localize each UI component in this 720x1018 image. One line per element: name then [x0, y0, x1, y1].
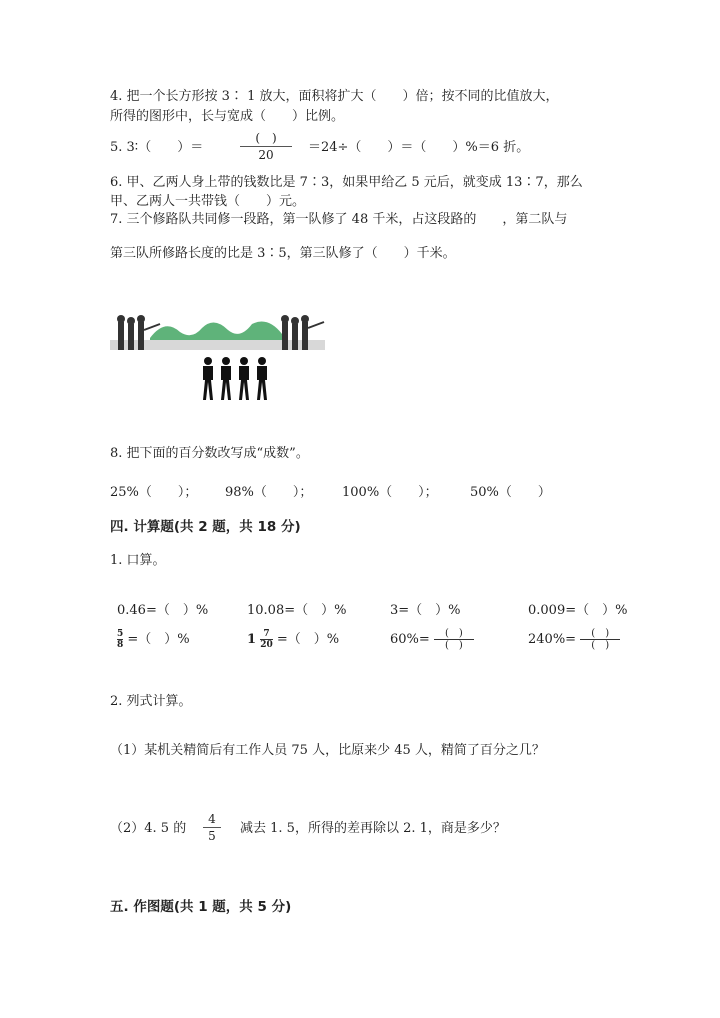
q7-line1: 7. 三个修路队共同修一段路，第一队修了 48 千米，占这段路的 ，第二队与 — [110, 212, 568, 227]
q4-line1: 4. 把一个长方形按 3∶ 1 放大，面积将扩大（ ）倍；按不同的比值放大， — [110, 89, 559, 104]
oral-calc-r2-3-prefix: 60%= — [390, 632, 430, 647]
frac-5-8 — [117, 629, 123, 650]
oral-calc-r2-1-suffix: =（ ）% — [127, 632, 190, 647]
problem-2-fraction — [203, 812, 221, 843]
frac-bar — [203, 827, 221, 828]
oral-calc-r2-4 — [528, 628, 620, 651]
frac-denominator: 20 — [260, 640, 273, 650]
frac-numerator: ( ) — [591, 628, 610, 639]
problem-1: （1）某机关精简后有工作人员 75 人，比原来少 45 人，精简了百分之几？ — [110, 743, 545, 758]
oral-calc-r2-2-suffix: =（ ）% — [276, 632, 340, 647]
oral-calc-r2-1 — [117, 628, 190, 650]
q6-line1: 6. 甲、乙两人身上带的钱数比是 7∶3，如果甲给乙 5 元后，就变成 13∶7，那么 — [110, 175, 583, 190]
frac-numerator: 7 — [263, 629, 270, 639]
q4-line2: 所得的图形中，长与宽成（ ）比例。 — [110, 109, 345, 124]
frac-denominator: ( ) — [445, 640, 463, 651]
frac-numerator: ( ) — [445, 628, 463, 639]
blank-fraction — [434, 628, 474, 651]
section4-sub2: 2. 列式计算。 — [110, 694, 192, 709]
problem-2-suffix: 减去 1. 5，所得的差再除以 2. 1，商是多少？ — [240, 821, 506, 836]
q8-item-4: 50%（ ） — [470, 485, 551, 500]
oral-calc-r2-2 — [247, 628, 339, 650]
frac-7-20 — [260, 629, 273, 650]
q6-line2: 甲、乙两人一共带钱（ ）元。 — [110, 194, 306, 209]
road-workers-illustration — [110, 310, 325, 410]
q8-item-1: 25%（ ）； — [110, 485, 198, 500]
problem-2-prefix: （2）4. 5 的 — [110, 821, 187, 836]
frac-denominator: 8 — [117, 640, 124, 650]
four-workers-icon — [203, 357, 267, 400]
oral-calc-r1-4: 0.009=（ ）% — [528, 603, 628, 618]
frac-denominator: 5 — [208, 829, 216, 843]
q5-suffix: ＝24÷（ ）＝（ ）%＝6 折。 — [308, 140, 530, 155]
oral-calc-r1-2: 10.08=（ ）% — [247, 603, 347, 618]
q8-item-3: 100%（ ）； — [342, 485, 438, 500]
q5-frac-numerator: ( ) — [255, 131, 277, 145]
q7-line2: 第三队所修路长度的比是 3∶5，第三队修了（ ）千米。 — [110, 246, 456, 261]
q8-item-2: 98%（ ）； — [225, 485, 313, 500]
mixed-whole: 1 — [247, 632, 257, 647]
frac-numerator: 5 — [117, 629, 124, 639]
frac-numerator: 4 — [208, 812, 216, 826]
q8-text: 8. 把下面的百分数改写成“成数”。 — [110, 446, 309, 461]
oral-calc-r1-3: 3=（ ）% — [390, 603, 461, 618]
q5-frac-bar — [240, 146, 292, 147]
blank-fraction — [580, 628, 620, 651]
q5-fraction — [240, 131, 292, 162]
q5-frac-denominator: 20 — [258, 148, 274, 162]
section4-sub1: 1. 口算。 — [110, 553, 166, 568]
section4-title: 四. 计算题(共 2 题，共 18 分) — [110, 519, 301, 535]
oral-calc-r2-3 — [390, 628, 474, 651]
frac-denominator: ( ) — [591, 640, 610, 651]
oral-calc-r1-1: 0.46=（ ）% — [117, 603, 209, 618]
oral-calc-r2-4-prefix: 240%= — [528, 632, 577, 647]
q5-prefix: 5. 3∶（ ）＝ — [110, 140, 204, 155]
section5-title: 五. 作图题(共 1 题，共 5 分) — [110, 899, 292, 915]
